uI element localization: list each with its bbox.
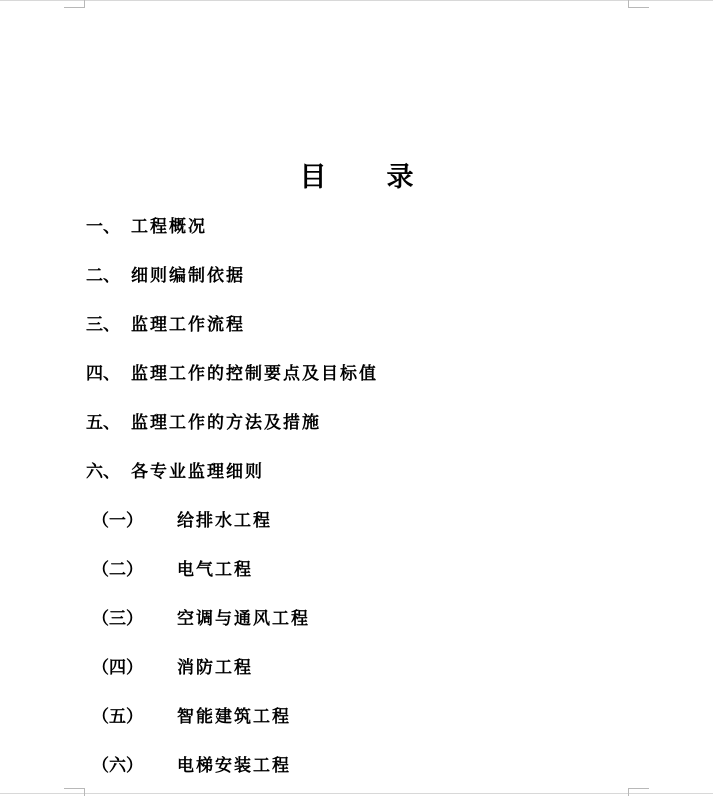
toc-subentry-number: （四） [92,658,143,678]
toc-entry-text: 监理工作流程 [131,315,245,335]
toc-entry-text: 工程概况 [131,217,207,237]
toc-entry-text: 监理工作的方法及措施 [131,413,321,433]
toc-entry-number: 三、 [86,315,120,335]
toc-subentry-number: （三） [92,609,143,629]
toc-entry-number: 五、 [86,413,120,433]
toc-entry-text: 细则编制依据 [131,266,245,286]
toc-entry-text: 监理工作的控制要点及目标值 [131,364,378,384]
toc-subentry-number: （六） [92,756,143,776]
toc-subentry-text: 电气工程 [177,560,253,580]
toc-title-char: 目 [299,162,327,193]
toc-subentry-text: 空调与通风工程 [177,609,310,629]
toc-title-char: 录 [386,162,414,193]
toc-entry-text: 各专业监理细则 [131,462,264,482]
toc-entry-number: 二、 [86,266,120,286]
toc-entry-number: 一、 [86,217,120,237]
toc-subentry-text: 电梯安装工程 [177,756,291,776]
toc-subentry-text: 消防工程 [177,658,253,678]
toc-subentry-number: （一） [92,511,143,531]
toc-entry-number: 六、 [86,462,120,482]
toc-subentry-text: 给排水工程 [177,511,272,531]
toc-subentry-number: （五） [92,707,143,727]
toc-subentry-number: （二） [92,560,143,580]
toc-subentry-text: 智能建筑工程 [177,707,291,727]
toc-entry-number: 四、 [86,364,120,384]
